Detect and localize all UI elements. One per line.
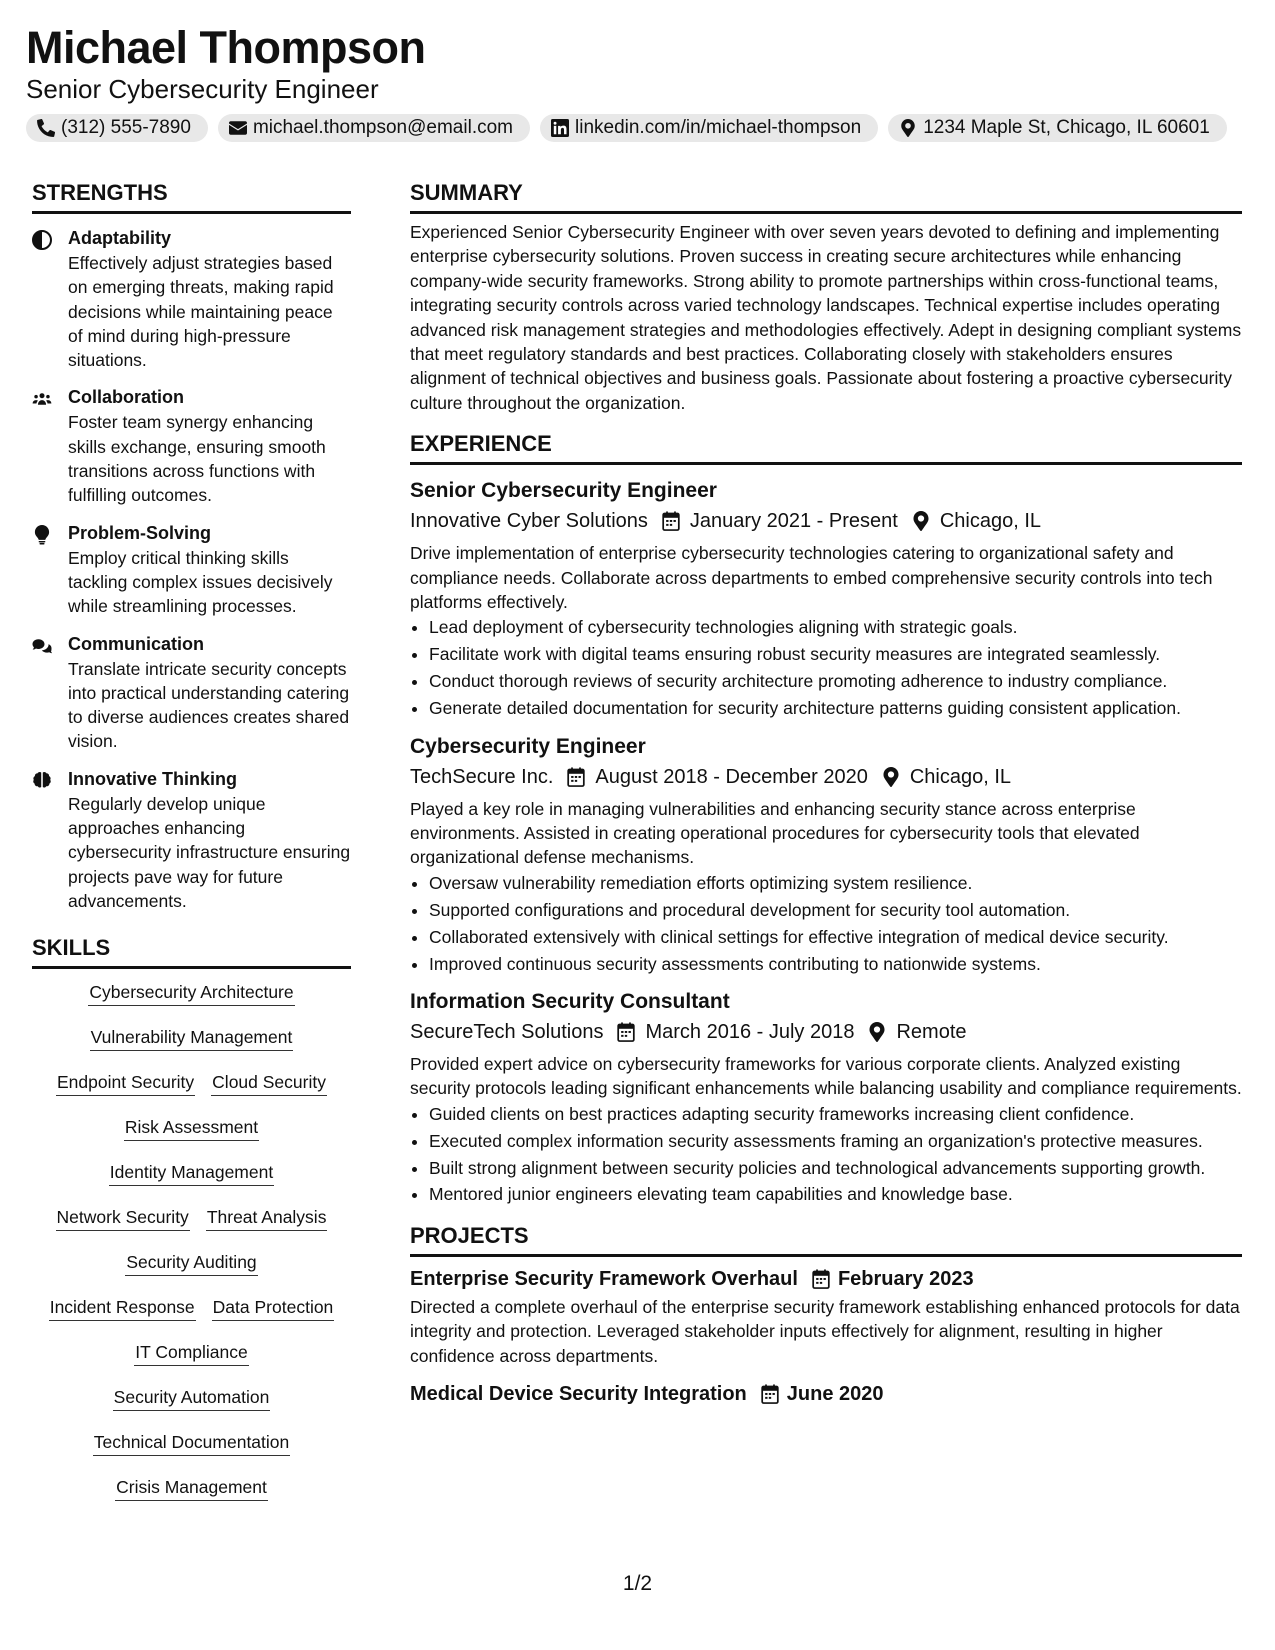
calendar-icon: [812, 1269, 830, 1289]
bullet-item: • Lead deployment of cybersecurity technologies aligning with strategic goals.: [429, 615, 1242, 639]
bullet-item: • Executed complex information security assessments framing an organization's protective measures.: [429, 1129, 1242, 1153]
strength-item: [32, 226, 351, 372]
email-contact[interactable]: [218, 114, 530, 142]
skill-tag: Cloud Security: [211, 1069, 327, 1096]
job-dates: August 2018 - December 2020: [595, 765, 868, 788]
candidate-name: Michael Thompson: [26, 22, 426, 73]
skill-tag: Security Automation: [113, 1384, 271, 1411]
strength-title: Communication: [68, 633, 205, 654]
job-meta: [410, 763, 1242, 791]
linkedin-text: linkedin.com/in/michael-thompson: [575, 117, 862, 138]
users-icon: [32, 389, 52, 409]
strength-description: Regularly develop unique approaches enhancing cybersecurity infrastructure ensuring projects pave way for future advancements.: [68, 793, 351, 911]
skill-tag: IT Compliance: [134, 1339, 249, 1366]
job-bullets: [410, 615, 1242, 720]
strength-item: [32, 632, 351, 754]
job-company: Innovative Cyber Solutions: [410, 510, 648, 533]
project-title: Medical Device Security Integration: [410, 1383, 747, 1406]
envelope-icon: [229, 119, 247, 137]
job-description: Provided expert advice on cybersecurity frameworks for various corporate clients. Analyzed existing security protocols leading significant enhancements while balancing usability and compliance requirements.: [410, 1053, 1242, 1099]
project-header: [410, 1265, 1242, 1293]
summary-heading: SUMMARY: [410, 178, 1242, 214]
email-text: michael.thompson@email.com: [252, 117, 513, 138]
calendar-icon: [617, 1022, 635, 1042]
skills-heading: SKILLS: [32, 933, 351, 969]
experience-heading: EXPERIENCE: [410, 429, 1242, 465]
project-entry: [410, 1380, 1242, 1408]
project-header: [410, 1380, 1242, 1408]
phone-icon: [37, 119, 55, 137]
strength-title: Adaptability: [68, 228, 172, 248]
right-column: [410, 178, 1242, 1408]
phone-contact[interactable]: [26, 114, 208, 142]
linkedin-icon: [551, 119, 569, 137]
bullet-item: • Improved continuous security assessments contributing to nationwide systems.: [429, 952, 1242, 976]
job-entry: [410, 477, 1242, 720]
project-date: February 2023: [837, 1267, 974, 1290]
calendar-icon: [567, 767, 585, 787]
bullet-item: • Supported configurations and procedural development for security tool automation.: [429, 898, 1242, 922]
skill-tag: Security Auditing: [125, 1249, 257, 1276]
job-description: Drive implementation of enterprise cybersecurity technologies catering to organizational safety and compliance needs. Collaborate across departments to embed comprehensive security controls into tech platforms effectively.: [410, 543, 1213, 613]
adaptability-icon: [32, 230, 52, 250]
job-bullets: [410, 1102, 1242, 1207]
map-marker-icon: [882, 767, 900, 787]
job-location: Remote: [896, 1020, 967, 1043]
comments-icon: [32, 636, 52, 656]
project-title: Enterprise Security Framework Overhaul: [410, 1267, 798, 1290]
contact-bar: [26, 114, 1227, 142]
bullet-item: • Built strong alignment between security policies and technological advancements supporting growth.: [429, 1156, 1242, 1180]
strength-title: Problem-Solving: [68, 522, 212, 543]
map-marker-icon: [868, 1022, 886, 1042]
project-description: Directed a complete overhaul of the enterprise security framework establishing enhanced protocols for data integrity and protection. Leveraged stakeholder inputs effectively for alignment, resulting in higher confidence across departments.: [410, 1296, 1240, 1366]
strength-title: Collaboration: [68, 387, 184, 408]
job-location: Chicago, IL: [909, 765, 1011, 788]
address-contact: [888, 114, 1227, 142]
job-meta: [410, 507, 1242, 535]
job-meta: [410, 1018, 1242, 1046]
job-company: SecureTech Solutions: [410, 1020, 604, 1043]
linkedin-contact[interactable]: [540, 114, 878, 142]
calendar-icon: [761, 1384, 779, 1404]
strengths-list: [32, 226, 351, 913]
strength-description: Effectively adjust strategies based on emerging threats, making rapid decisions while maintaining peace of mind during high-pressure situations.: [68, 253, 334, 371]
skills-list: [32, 979, 351, 1519]
candidate-title: Senior Cybersecurity Engineer: [26, 74, 379, 104]
strength-title: Innovative Thinking: [68, 768, 238, 789]
calendar-icon: [662, 511, 680, 531]
projects-heading: PROJECTS: [410, 1221, 1242, 1257]
summary-text: Experienced Senior Cybersecurity Engineer with over seven years devoted to defining and implementing enterprise cybersecurity solutions. Proven success in creating secure architectures while enhancing company-wide security frameworks. Strong ability to promote partnerships within cross-functional teams, integrating security controls across varied technology landscapes. Technical expertise includes operating advanced risk management strategies and methodologies effectively. Adept in designing compliant systems that meet regulatory standards and best practices. Collaborating closely with stakeholders ensures alignment of technical objectives and business goals. Passionate about fostering a proactive cybersecurity culture throughout the organization.: [410, 222, 1242, 413]
skill-tag: Risk Assessment: [124, 1114, 259, 1141]
job-location: Chicago, IL: [939, 510, 1041, 533]
project-entry: [410, 1265, 1242, 1368]
job-dates: March 2016 - July 2018: [645, 1020, 855, 1043]
lightbulb-icon: [32, 525, 52, 545]
phone-text: (312) 555-7890: [61, 117, 191, 138]
skill-tag: Crisis Management: [115, 1474, 268, 1501]
brain-icon: [32, 771, 52, 791]
skill-tag: Incident Response: [49, 1294, 196, 1321]
job-title: Information Security Consultant: [410, 989, 730, 1013]
strength-description: Foster team synergy enhancing skills exchange, ensuring smooth transitions across functions with fulfilling outcomes.: [68, 412, 326, 506]
job-description: Played a key role in managing vulnerabilities and enhancing security stance across enterprise environments. Assisted in creating operational procedures for cybersecurity tools that elevated organizational defense mechanisms.: [410, 798, 1140, 868]
job-dates: January 2021 - Present: [689, 510, 898, 533]
skills-section: [32, 933, 351, 1519]
skill-tag: Network Security: [56, 1204, 190, 1231]
left-column: [32, 178, 351, 1519]
strengths-heading: STRENGTHS: [32, 178, 351, 214]
project-date: June 2020: [786, 1383, 884, 1406]
strength-item: [32, 767, 351, 913]
skill-tag: Threat Analysis: [206, 1204, 328, 1231]
strength-item: [32, 385, 351, 507]
skill-tag: Cybersecurity Architecture: [88, 979, 294, 1006]
map-marker-icon: [912, 511, 930, 531]
job-title: Cybersecurity Engineer: [410, 734, 646, 758]
bullet-item: • Collaborated extensively with clinical settings for effective integration of medical device security.: [429, 925, 1242, 949]
skill-tag: Endpoint Security: [56, 1069, 195, 1096]
bullet-item: • Facilitate work with digital teams ensuring robust security measures are integrated seamlessly.: [429, 642, 1242, 666]
skill-tag: Data Protection: [212, 1294, 335, 1321]
bullet-item: • Conduct thorough reviews of security architecture promoting adherence to industry compliance.: [429, 669, 1242, 693]
bullet-item: • Guided clients on best practices adapting security frameworks increasing client confidence.: [429, 1102, 1242, 1126]
strength-description: Employ critical thinking skills tackling complex issues decisively while streamlining processes.: [68, 547, 333, 617]
job-entry: [410, 733, 1242, 976]
skill-tag: Vulnerability Management: [90, 1024, 294, 1051]
bullet-item: • Generate detailed documentation for security architecture patterns guiding consistent application.: [429, 696, 1242, 720]
address-text: 1234 Maple St, Chicago, IL 60601: [923, 117, 1210, 138]
bullet-item: • Mentored junior engineers elevating team capabilities and knowledge base.: [429, 1182, 1242, 1206]
bullet-item: • Oversaw vulnerability remediation efforts optimizing system resilience.: [429, 871, 1242, 895]
page-number: 1/2: [622, 1572, 653, 1595]
job-entry: [410, 988, 1242, 1207]
skill-tag: Identity Management: [109, 1159, 274, 1186]
strength-item: [32, 521, 351, 619]
strength-description: Translate intricate security concepts into practical understanding catering to diverse audiences creates shared vision.: [68, 658, 350, 752]
skill-tag: Technical Documentation: [93, 1429, 291, 1456]
job-title: Senior Cybersecurity Engineer: [410, 479, 717, 503]
map-marker-icon: [899, 119, 917, 137]
job-bullets: [410, 871, 1242, 976]
job-company: TechSecure Inc.: [410, 765, 554, 788]
